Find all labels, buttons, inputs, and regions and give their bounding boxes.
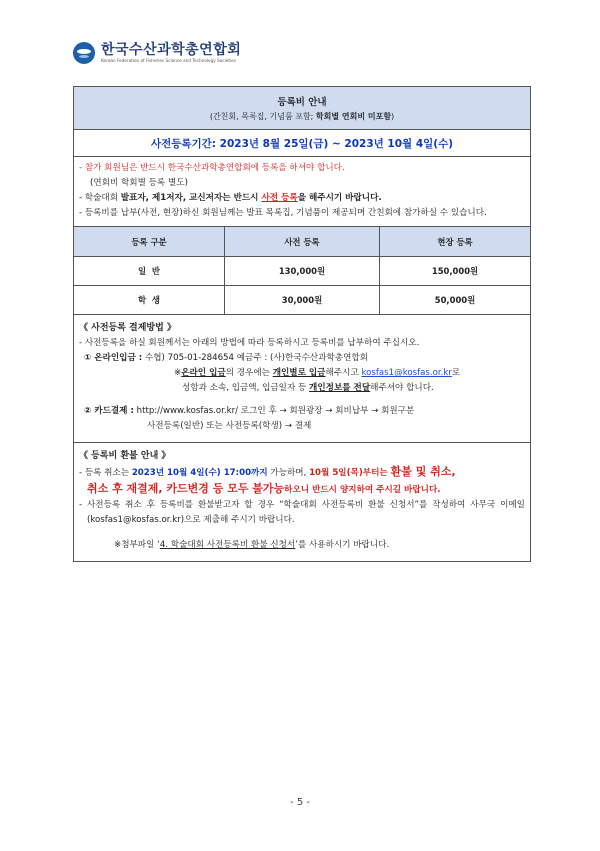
refund-3c: ’를 사용하시기 바랍니다. [295,540,390,550]
online-note-c: 의 경우에는 [225,368,273,378]
online-note-1 [74,366,530,381]
refund-section [74,443,530,561]
refund-1g: 하오니 반드시 양지하여 주시길 바랍니다. [284,485,441,495]
online-note-b: 온라인 입금 [181,368,226,378]
payment-online [74,351,530,366]
refund-1d: 10월 5일(목)부터는 [309,468,391,478]
online-note2-a: 성함과 소속, 입금액, 입금일자 등 [182,383,310,393]
refund-line-2: - 사전등록 취소 후 등록비를 환불받고자 할 경우 “학술대회 사전등록비 환불 신청서”를 작성하여 사무국 이메일(kosfas1@kosfas.or.kr)으로 제출해 주시기 바랍니다. [79,500,525,525]
row-student-pre: 30,000원 [224,286,379,315]
logo-korean-name: 한국수산과학총연합회 [101,42,242,58]
note-2-d: 을 해주시기 바랍니다. [297,193,382,203]
subtitle-end: ) [391,112,395,121]
table-row [74,286,530,315]
logo [73,42,241,64]
payment-intro: - 사전등록을 하실 회원께서는 아래의 방법에 따라 등록하시고 등록비를 납부하여 주십시오. [79,338,420,348]
note-2-c: 사전 등록 [261,193,298,203]
payment-card [74,404,530,419]
note-3: - 등록비를 납부(사전, 현장)하신 회원님께는 발표 목록집, 기념품이 제공되며 간친회에 참가하실 수 있습니다. [79,208,487,218]
refund-line-1b [74,481,530,498]
card-text: http://www.kosfas.or.kr/ 로그인 후 → 회원광장 → 회비납부 → 회원구분 [133,406,415,416]
subtitle-bold: 학회별 연회비 미포함 [315,112,392,121]
row-student-onsite: 50,000원 [434,295,476,305]
header-section [74,87,530,130]
header-onsite-registration: 현장 등록 [380,227,531,257]
refund-line-1 [74,464,530,481]
online-text: 수협) 705-01-284654 예금주 : (사)한국수산과학총연합회 [142,353,369,363]
online-note-2 [74,381,530,396]
refund-1a: - 등록 취소는 [79,468,132,478]
fee-table [74,227,530,314]
row-general-onsite: 150,000원 [380,257,531,286]
online-label: ① 온라인입금 : [84,353,143,363]
subtitle-plain: (간친회, 목록집, 기념품 포함; [209,112,316,121]
email-link[interactable]: kosfas1@kosfas.or.kr [361,368,452,378]
registration-period: 사전등록기간: 2023년 8월 25일(금) ~ 2023년 10월 4일(수) [74,130,530,157]
note-2-a: - 학술대회 [79,193,121,203]
row-general-label: 일 반 [74,257,224,286]
notes-section [74,157,530,227]
payment-heading: 《 사전등록 결제방법 》 [79,323,176,333]
page-number: - 5 - [290,797,310,808]
fee-table-section [74,227,530,315]
table-row [74,257,530,286]
federation-logo-icon [73,42,95,64]
row-general-pre: 130,000원 [224,257,379,286]
card-label: ② 카드결제 : [84,406,134,416]
fee-table-header-row [74,227,530,257]
online-note2-b: 개인정보를 전달 [309,383,371,393]
refund-1e: 환불 및 취소, [390,465,456,478]
note-1-sub: (연회비 학회별 등록 별도) [90,178,188,188]
refund-line-3 [74,538,530,553]
refund-1c: 가능하며, [267,468,310,478]
section-title: 등록비 안내 [277,97,327,108]
registration-info-box [73,86,531,562]
online-note-e: 해주시고 [325,368,362,378]
refund-1b: 2023년 10월 4일(수) 17:00까지 [131,468,268,478]
note-2 [74,191,530,206]
online-note-d: 개인별로 입금 [272,368,326,378]
refund-1f: 취소 후 재결제, 카드변경 등 모두 불가능 [87,482,285,495]
note-1: - 참가 회원님은 반드시 한국수산과학총연합회에 등록을 하셔야 합니다. [79,163,345,173]
header-pre-registration: 사전 등록 [224,227,379,257]
header-category: 등록 구분 [74,227,224,257]
row-student-label: 학 생 [74,286,224,315]
section-subtitle [74,110,530,123]
payment-card-2: 사전등록(일반) 또는 사전등록(학생) → 결제 [147,421,312,431]
refund-heading: 《 등록비 환불 안내 》 [79,451,171,461]
online-note-mark: ※ [174,368,182,378]
payment-method-section [74,315,530,443]
refund-3a: ※첨부파일 ‘ [114,540,160,550]
note-2-b: 발표자, 제1저자, 교신저자는 반드시 [120,193,262,203]
logo-english-name: Korean Federation of Fisheries Science and Technology Societies [101,58,236,63]
refund-3b: 4. 학술대회 사전등록비 환불 신청서 [159,540,296,550]
online-note-f: 로 [451,368,461,378]
online-note2-c: 해주셔야 합니다. [370,383,434,393]
